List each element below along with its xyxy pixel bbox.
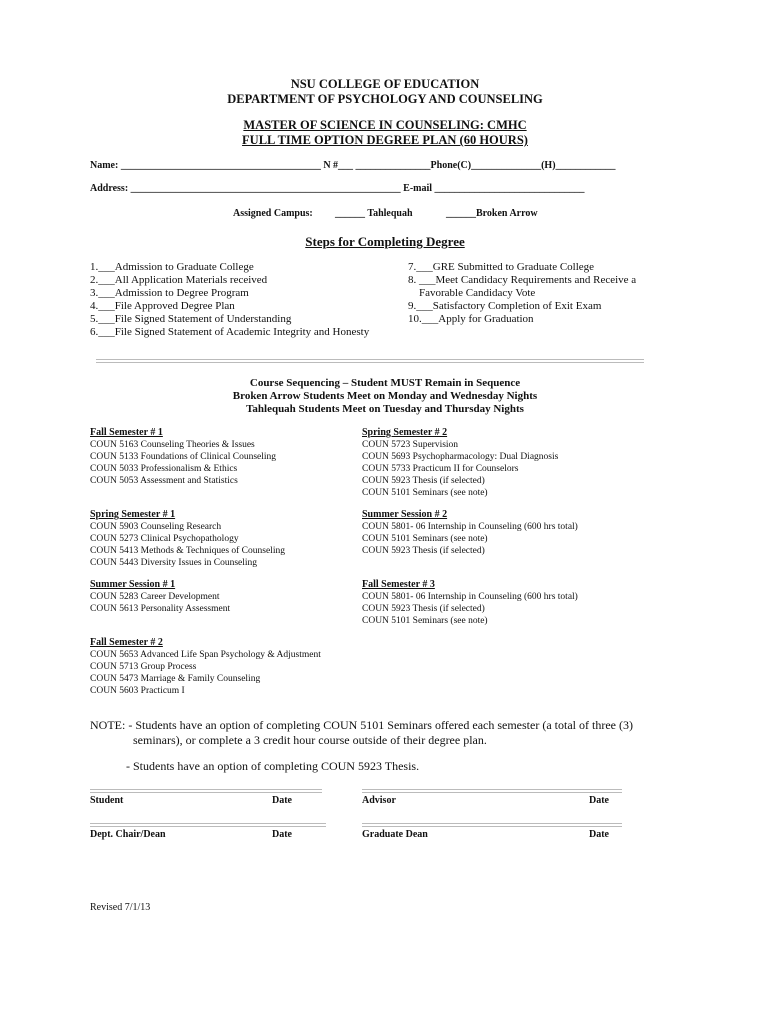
course-item: COUN 5713 Group Process [90, 662, 197, 672]
course-item: COUN 5693 Psychopharmacology: Dual Diagnosis [362, 452, 559, 462]
course-item: COUN 5801- 06 Internship in Counseling (600 hrs total) [362, 592, 578, 602]
step-item[interactable]: 9.___Satisfactory Completion of Exit Exam [408, 300, 602, 312]
course-item: COUN 5033 Professionalism & Ethics [90, 464, 238, 474]
summer-session-1 [90, 579, 230, 615]
course-item: COUN 5723 Supervision [362, 440, 459, 450]
course-item: COUN 5473 Marriage & Family Counseling [90, 674, 261, 684]
step-item[interactable]: 10.___Apply for Graduation [408, 313, 534, 325]
course-item: COUN 5413 Methods & Techniques of Counseling [90, 546, 285, 556]
course-item: COUN 5101 Seminars (see note) [362, 534, 488, 544]
step-item[interactable]: 3.___Admission to Degree Program [90, 287, 249, 299]
chair-signature-line[interactable] [90, 823, 326, 827]
campus-broken-arrow[interactable]: ______Broken Arrow [446, 208, 538, 219]
step-item[interactable]: 8. ___Meet Candidacy Requirements and Receive a [408, 274, 637, 286]
chair-date-label: Date [272, 829, 292, 840]
semester-title: Fall Semester # 3 [362, 579, 435, 590]
graduate-dean-date-label: Date [589, 829, 609, 840]
course-item: COUN 5903 Counseling Research [90, 522, 222, 532]
summer-session-2 [362, 509, 578, 557]
course-item: COUN 5283 Career Development [90, 592, 220, 602]
student-signature-line[interactable] [90, 789, 322, 793]
steps-left-list [90, 261, 369, 339]
section-divider [96, 359, 644, 363]
program-title: MASTER OF SCIENCE IN COUNSELING: CMHC [243, 118, 527, 132]
note-line-3: - Students have an option of completing COUN 5923 Thesis. [126, 759, 420, 773]
course-item: COUN 5733 Practicum II for Counselors [362, 464, 519, 474]
graduate-dean-label: Graduate Dean [362, 829, 428, 840]
spring-semester-1 [90, 509, 285, 569]
semester-title: Spring Semester # 2 [362, 427, 448, 438]
note-line-2: seminars), or complete a 3 credit hour course outside of their degree plan. [133, 733, 487, 747]
advisor-label: Advisor [362, 795, 396, 806]
course-item: COUN 5603 Practicum I [90, 686, 185, 696]
student-label: Student [90, 795, 124, 806]
department-title: DEPARTMENT OF PSYCHOLOGY AND COUNSELING [227, 92, 543, 106]
address-line[interactable]: Address: ______________________________________________________ E-mail ______________________________ [90, 183, 585, 194]
campus-tahlequah[interactable]: ______ Tahlequah [335, 208, 413, 219]
course-item: COUN 5133 Foundations of Clinical Counseling [90, 452, 277, 462]
steps-right-list [408, 261, 636, 326]
sequencing-line-3: Tahlequah Students Meet on Tuesday and Thursday Nights [246, 403, 524, 415]
course-item: COUN 5923 Thesis (if selected) [362, 546, 485, 556]
steps-title: Steps for Completing Degree [305, 234, 465, 249]
semester-title: Fall Semester # 2 [90, 637, 163, 648]
name-line[interactable]: Name: ________________________________________ N #___ _______________Phone(C)______________(H)____________ [90, 160, 616, 171]
fall-semester-1 [90, 427, 276, 487]
step-item[interactable]: 4.___File Approved Degree Plan [90, 300, 235, 312]
step-item[interactable]: 6.___File Signed Statement of Academic Integrity and Honesty [90, 326, 370, 338]
course-item: COUN 5101 Seminars (see note) [362, 488, 488, 498]
sequencing-line-1: Course Sequencing – Student MUST Remain in Sequence [249, 377, 521, 389]
step-item[interactable]: 2.___All Application Materials received [90, 274, 268, 286]
semester-title: Spring Semester # 1 [90, 509, 176, 520]
course-item: COUN 5613 Personality Assessment [90, 604, 231, 614]
course-item: COUN 5653 Advanced Life Span Psychology & Adjustment [90, 650, 321, 660]
advisor-date-label: Date [589, 795, 609, 806]
course-item: COUN 5801- 06 Internship in Counseling (600 hrs total) [362, 522, 578, 532]
revised-date: Revised 7/1/13 [90, 902, 151, 913]
semester-title: Summer Session # 2 [362, 509, 448, 520]
course-item: COUN 5923 Thesis (if selected) [362, 604, 485, 614]
note-line-1: NOTE: - Students have an option of completing COUN 5101 Seminars offered each semester (a total of three (3) [90, 718, 633, 732]
student-date-label: Date [272, 795, 292, 806]
course-item: COUN 5101 Seminars (see note) [362, 616, 488, 626]
fall-semester-2 [90, 637, 321, 697]
college-title: NSU COLLEGE OF EDUCATION [290, 77, 480, 91]
chair-label: Dept. Chair/Dean [90, 829, 166, 840]
advisor-signature-line[interactable] [362, 789, 622, 793]
step-item[interactable]: 1.___Admission to Graduate College [90, 261, 254, 273]
semester-title: Fall Semester # 1 [90, 427, 163, 438]
course-item: COUN 5163 Counseling Theories & Issues [90, 440, 255, 450]
campus-label: Assigned Campus: [233, 208, 313, 219]
sequencing-line-2: Broken Arrow Students Meet on Monday and Wednesday Nights [232, 390, 538, 402]
step-item[interactable]: 5.___File Signed Statement of Understanding [90, 313, 292, 325]
fall-semester-3 [362, 579, 578, 627]
semester-title: Summer Session # 1 [90, 579, 176, 590]
course-item: COUN 5443 Diversity Issues in Counseling [90, 558, 258, 568]
course-item: COUN 5053 Assessment and Statistics [90, 476, 238, 486]
spring-semester-2 [362, 427, 558, 499]
step-item: Favorable Candidacy Vote [419, 287, 536, 299]
graduate-dean-signature-line[interactable] [362, 823, 622, 827]
plan-title: FULL TIME OPTION DEGREE PLAN (60 HOURS) [242, 133, 528, 147]
step-item[interactable]: 7.___GRE Submitted to Graduate College [408, 261, 595, 273]
course-item: COUN 5273 Clinical Psychopathology [90, 534, 239, 544]
course-item: COUN 5923 Thesis (if selected) [362, 476, 485, 486]
